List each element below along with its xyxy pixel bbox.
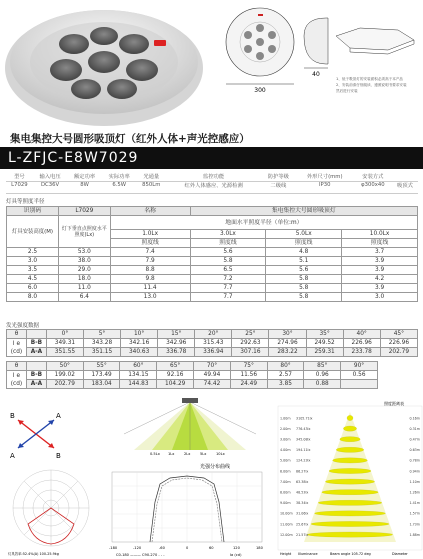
aa-cell: 3.85 <box>267 380 304 389</box>
curve-tick: -180 <box>109 546 118 550</box>
spec-header: 额定功率 <box>74 173 96 180</box>
curve-tick: 0 <box>186 546 189 550</box>
bb-cell: 49.94 <box>194 371 231 380</box>
spec-value: 红外人体感应、光源检测 <box>184 182 243 189</box>
cone-diameter: 1.10m <box>409 479 420 484</box>
illum-cell: 11.4 <box>110 284 190 293</box>
angle-cell: 25° <box>232 330 269 339</box>
aa-cell: 74.42 <box>194 380 231 389</box>
cone-diameter: 1.26m <box>409 490 420 495</box>
curve-tick: 180 <box>256 546 263 550</box>
plane-aa: A-A <box>26 380 46 389</box>
illum-id-value: L7029 <box>58 207 110 216</box>
cone-illuminance: 345.08lx <box>296 437 311 442</box>
cone-ellipse <box>307 532 392 537</box>
angle-cell: 85° <box>304 362 341 371</box>
angle-cell: 20° <box>195 330 232 339</box>
illum-cell: 5.6 <box>190 248 266 257</box>
cone-illuminance: 48.53lx <box>296 490 309 495</box>
polar-footer: 灯具效率:52.4%(A) 100-25.9kg <box>8 552 59 556</box>
dim-height: 40 <box>312 71 320 78</box>
dist-table-1 <box>6 329 418 357</box>
spec-header-row <box>6 171 418 180</box>
angle-cell: 65° <box>157 362 194 371</box>
cone-diameter: 1.57m <box>409 511 420 516</box>
angle-cell: 10° <box>121 330 158 339</box>
divider <box>6 193 418 194</box>
bb-cell: 249.52 <box>306 339 343 348</box>
spec-header: 型号 <box>14 173 25 180</box>
illum-cell: 7.7 <box>190 293 266 302</box>
cone-height: 4.00m <box>280 448 291 453</box>
cone-title: 照度距离表 <box>384 401 404 406</box>
illum-cell: 5.8 <box>190 257 266 266</box>
lx-label: 3.0Lx <box>190 230 266 239</box>
beam-diagram <box>122 398 262 456</box>
spec-header: 安装方式 <box>362 173 384 180</box>
cone-illuminance: 25.67lx <box>296 522 309 527</box>
illum-section-title: 灯具等照度半径 <box>6 199 45 205</box>
cone-ellipse <box>333 458 368 463</box>
illum-name-value: 集电集控大号圆形吸顶灯 <box>190 207 417 216</box>
spec-header: 输入电压 <box>39 173 61 180</box>
angle-cell: 90° <box>341 362 378 371</box>
bb-cell: 0.96 <box>304 371 341 380</box>
cone-diameter: 0.78m <box>409 458 420 463</box>
illum-cell: 7.2 <box>190 275 266 284</box>
compass-a2: A <box>10 452 15 460</box>
spec-value: 850Lm <box>142 181 161 188</box>
aa-cell: 233.78 <box>343 348 380 357</box>
cone-ellipse <box>325 479 374 484</box>
cone-left-header: Height <box>280 552 292 556</box>
illum-cell: 5.8 <box>266 275 342 284</box>
angle-cell: 35° <box>306 330 343 339</box>
illum-cell: 3.7 <box>342 248 418 257</box>
aa-cell: 307.16 <box>232 348 269 357</box>
cone-illuminance: 63.38lx <box>296 479 309 484</box>
illum-row <box>7 293 418 302</box>
cone-illuminance: 38.34lx <box>296 501 309 506</box>
spec-value: IP30 <box>318 181 331 188</box>
dist-section-title: 发光强度数据 <box>6 323 40 329</box>
illum-height-header: 灯具安装高度(M) <box>7 216 59 248</box>
lx-label: 1.0Lx <box>110 230 190 239</box>
aa-cell: 183.04 <box>83 380 120 389</box>
plane-aa: A-A <box>26 348 46 357</box>
angle-cell: 45° <box>380 330 417 339</box>
spec-header: 防护等级 <box>267 173 289 180</box>
aa-cell: 259.31 <box>306 348 343 357</box>
intensity-curve-chart <box>100 462 272 558</box>
cone-illuminance: 31.06lx <box>296 511 309 516</box>
spec-value: DC36V <box>40 181 60 188</box>
aa-cell: 104.29 <box>157 380 194 389</box>
cone-illuminance: 194.11lx <box>296 448 311 453</box>
cone-ellipse <box>315 511 386 516</box>
illum-cell: 3.9 <box>342 257 418 266</box>
bb-cell: 315.43 <box>195 339 232 348</box>
cone-height: 5.00m <box>280 458 291 463</box>
illum-table <box>6 206 418 302</box>
beam-label: 0.5Lx <box>150 452 160 456</box>
lx-label: 5.0Lx <box>266 230 342 239</box>
beam-label: 5Lx <box>200 452 207 456</box>
aa-cell: 351.55 <box>46 348 83 357</box>
aa-cell: 283.22 <box>269 348 306 357</box>
bb-cell: 199.02 <box>46 371 83 380</box>
curve-title: 光强分布曲线 <box>200 464 231 470</box>
note-1: 1、低于吸顶灯的安装面积必须高于本产品 <box>336 77 403 81</box>
bb-cell: 349.31 <box>46 339 83 348</box>
cone-diameter: 1.41m <box>409 501 420 506</box>
spec-value: 8W <box>80 181 89 188</box>
beam-label: 1Lx <box>168 452 175 456</box>
cone-height: 12.00m <box>280 532 293 537</box>
angle-cell: 75° <box>230 362 267 371</box>
plane-bb: B-B <box>26 339 46 348</box>
cone-height: 7.00m <box>280 479 291 484</box>
cone-height: 11.00m <box>280 522 293 527</box>
aa-cell: 24.49 <box>230 380 267 389</box>
cone-ellipse <box>318 500 382 505</box>
illum-cell: 5.8 <box>266 293 342 302</box>
bb-cell: 0.56 <box>341 371 378 380</box>
theta-label: θ <box>7 362 27 371</box>
illum-cell: 3.9 <box>342 284 418 293</box>
illum-cell: 5.1 <box>266 257 342 266</box>
illum-cell: 38.0 <box>58 257 110 266</box>
illum-cell: 13.0 <box>110 293 190 302</box>
bb-cell: 92.16 <box>157 371 194 380</box>
bb-cell: 173.49 <box>83 371 120 380</box>
spec-value: φ300x40 <box>361 181 385 188</box>
cone-diameter: 0.94m <box>409 469 420 474</box>
cone-ellipse <box>347 415 353 420</box>
product-title: 集电集控大号圆形吸顶灯（红外人体+声光控感应） <box>10 133 250 145</box>
illum-cell: 5.8 <box>266 284 342 293</box>
cone-right-header: Diameter <box>392 552 408 556</box>
aa-cell: 202.79 <box>380 348 417 357</box>
aa-cell: 336.78 <box>158 348 195 357</box>
cone-ellipse <box>336 447 364 452</box>
aa-cell: 351.15 <box>83 348 120 357</box>
bb-cell: 226.96 <box>343 339 380 348</box>
beam-label: 10Lx <box>216 452 225 456</box>
illum-cell: 6.0 <box>7 284 59 293</box>
lx-sub: 照度线 <box>342 239 418 248</box>
cone-mid-header: Beam angle 105.72 deg <box>330 552 371 556</box>
angle-cell: 55° <box>83 362 120 371</box>
cone-ellipse <box>322 490 378 495</box>
dist-table-2 <box>6 361 378 389</box>
illum-cell: 9.8 <box>110 275 190 284</box>
bb-cell: 342.96 <box>158 339 195 348</box>
lx-sub: 照度线 <box>190 239 266 248</box>
model-banner: L-ZFJC-E8W7029 <box>0 147 423 169</box>
lx-sub: 照度线 <box>266 239 342 248</box>
aa-cell: 202.79 <box>46 380 83 389</box>
illum-cell: 4.5 <box>7 275 59 284</box>
spec-mount: 吸顶式 <box>397 182 413 189</box>
beam-label: 2Lx <box>184 452 191 456</box>
illum-row <box>7 275 418 284</box>
bb-cell: 342.16 <box>121 339 158 348</box>
illum-radius-header: 地面水平照度半径（单位:m） <box>110 216 417 230</box>
lamp-icon <box>182 398 198 403</box>
cone-height: 3.00m <box>280 437 291 442</box>
spec-header: 外形尺寸(mm) <box>306 173 343 180</box>
cone-illuminance: 86.27lx <box>296 469 309 474</box>
note-3: 然后进行安装 <box>336 89 358 93</box>
ie-label: I e (cd) <box>7 371 27 389</box>
cone-height: 9.00m <box>280 501 291 506</box>
bb-cell: 292.63 <box>232 339 269 348</box>
illum-cell: 11.0 <box>58 284 110 293</box>
illum-row <box>7 266 418 275</box>
cone-diameter: 0.31m <box>409 426 420 431</box>
illum-cell: 3.5 <box>7 266 59 275</box>
curve-legend: C0-180 ——— C90-270 - - - <box>116 553 165 557</box>
divider <box>6 181 418 182</box>
illum-cell: 53.0 <box>58 248 110 257</box>
illum-row <box>7 257 418 266</box>
cone-diameter: 0.63m <box>409 448 420 453</box>
illum-cell: 3.9 <box>342 266 418 275</box>
compass-b1: B <box>10 412 15 420</box>
ie-label: I e (cd) <box>7 339 27 357</box>
cone-ellipse <box>343 426 356 431</box>
aa-cell <box>341 380 378 389</box>
polar-diagram <box>6 462 96 558</box>
cone-ellipse <box>311 521 389 526</box>
illum-cell: 29.0 <box>58 266 110 275</box>
illum-row <box>7 248 418 257</box>
bb-cell: 11.56 <box>230 371 267 380</box>
cone-illuminance: 3105.71lx <box>296 416 313 421</box>
spec-value: 二级线 <box>270 182 287 189</box>
illum-cell: 2.5 <box>7 248 59 257</box>
angle-cell: 70° <box>194 362 231 371</box>
spec-header: 光通量 <box>143 173 160 180</box>
lx-label: 10.0Lx <box>342 230 418 239</box>
cone-illuminance: 124.23lx <box>296 458 311 463</box>
curve-tick: -120 <box>133 546 142 550</box>
angle-cell: 40° <box>343 330 380 339</box>
bb-cell: 226.96 <box>380 339 417 348</box>
illuminance-cone-chart <box>278 401 422 558</box>
bb-cell: 2.57 <box>267 371 304 380</box>
cone-diameter: 0.16m <box>409 416 420 421</box>
cone-diameter: 1.73m <box>409 522 420 527</box>
angle-cell: 5° <box>83 330 120 339</box>
cone-height: 8.00m <box>280 490 291 495</box>
aa-cell: 340.63 <box>121 348 158 357</box>
angle-cell: 30° <box>269 330 306 339</box>
lx-sub: 照度线 <box>110 239 190 248</box>
bb-cell: 343.28 <box>83 339 120 348</box>
curve-axis-label: Ia (cd) <box>230 553 242 557</box>
cone-ellipse <box>329 468 371 473</box>
cone-illuminance: 776.43lx <box>296 426 311 431</box>
cone-illuminance: 21.57lx <box>296 532 309 537</box>
illum-cell: 3.0 <box>7 257 59 266</box>
angle-cell: 15° <box>158 330 195 339</box>
illum-cell: 4.2 <box>342 275 418 284</box>
illum-name-label: 名称 <box>110 207 190 216</box>
illum-cell: 7.4 <box>110 248 190 257</box>
cone-left-header2: Illuminance <box>298 552 318 556</box>
illum-cell: 7.9 <box>110 257 190 266</box>
aa-cell: 144.83 <box>120 380 157 389</box>
angle-cell: 80° <box>267 362 304 371</box>
illum-cell: 18.0 <box>58 275 110 284</box>
cone-height: 10.00m <box>280 511 293 516</box>
illum-cell: 7.7 <box>190 284 266 293</box>
cone-height: 1.00m <box>280 416 291 421</box>
technical-drawing <box>218 6 422 126</box>
compass-b2: B <box>56 452 61 460</box>
curve-tick: 60 <box>209 546 214 550</box>
aa-cell: 0.88 <box>304 380 341 389</box>
cone-diameter: 1.88m <box>409 532 420 537</box>
angle-cell: 50° <box>46 362 83 371</box>
cone-height: 2.00m <box>280 426 291 431</box>
illum-id-label: 识别码 <box>7 207 59 216</box>
illum-cell: 8.0 <box>7 293 59 302</box>
illum-cell: 6.4 <box>58 293 110 302</box>
compass-a1: A <box>56 412 61 420</box>
illum-cell: 5.6 <box>266 266 342 275</box>
cone-ellipse <box>340 437 360 442</box>
spec-header: 监控功能 <box>203 173 225 180</box>
illum-cell: 6.5 <box>190 266 266 275</box>
illum-row <box>7 284 418 293</box>
bb-cell: 274.96 <box>269 339 306 348</box>
plane-bb: B-B <box>26 371 46 380</box>
spec-value: 6.5W <box>112 181 126 188</box>
note-2: 2、安装前请仔细阅读、遵照说明书要求安装 <box>336 83 407 87</box>
illum-cell: 8.8 <box>110 266 190 275</box>
curve-tick: 120 <box>233 546 240 550</box>
theta-label: θ <box>7 330 27 339</box>
bb-cell: 134.15 <box>120 371 157 380</box>
illum-cell: 3.0 <box>342 293 418 302</box>
angle-cell: 60° <box>120 362 157 371</box>
plane-compass <box>8 408 64 460</box>
illum-dist-header: 灯下垂直点照度水平照度(Lx) <box>58 216 110 248</box>
spec-table <box>6 171 418 189</box>
cone-height: 6.00m <box>280 469 291 474</box>
illum-cell: 4.8 <box>266 248 342 257</box>
spec-value: L7029 <box>11 181 28 188</box>
cone-diameter: 0.47m <box>409 437 420 442</box>
aa-cell: 336.94 <box>195 348 232 357</box>
spec-header: 实际功率 <box>108 173 130 180</box>
angle-cell: 0° <box>46 330 83 339</box>
product-photo <box>4 4 204 126</box>
curve-tick: -60 <box>159 546 165 550</box>
dim-width: 300 <box>254 87 266 94</box>
